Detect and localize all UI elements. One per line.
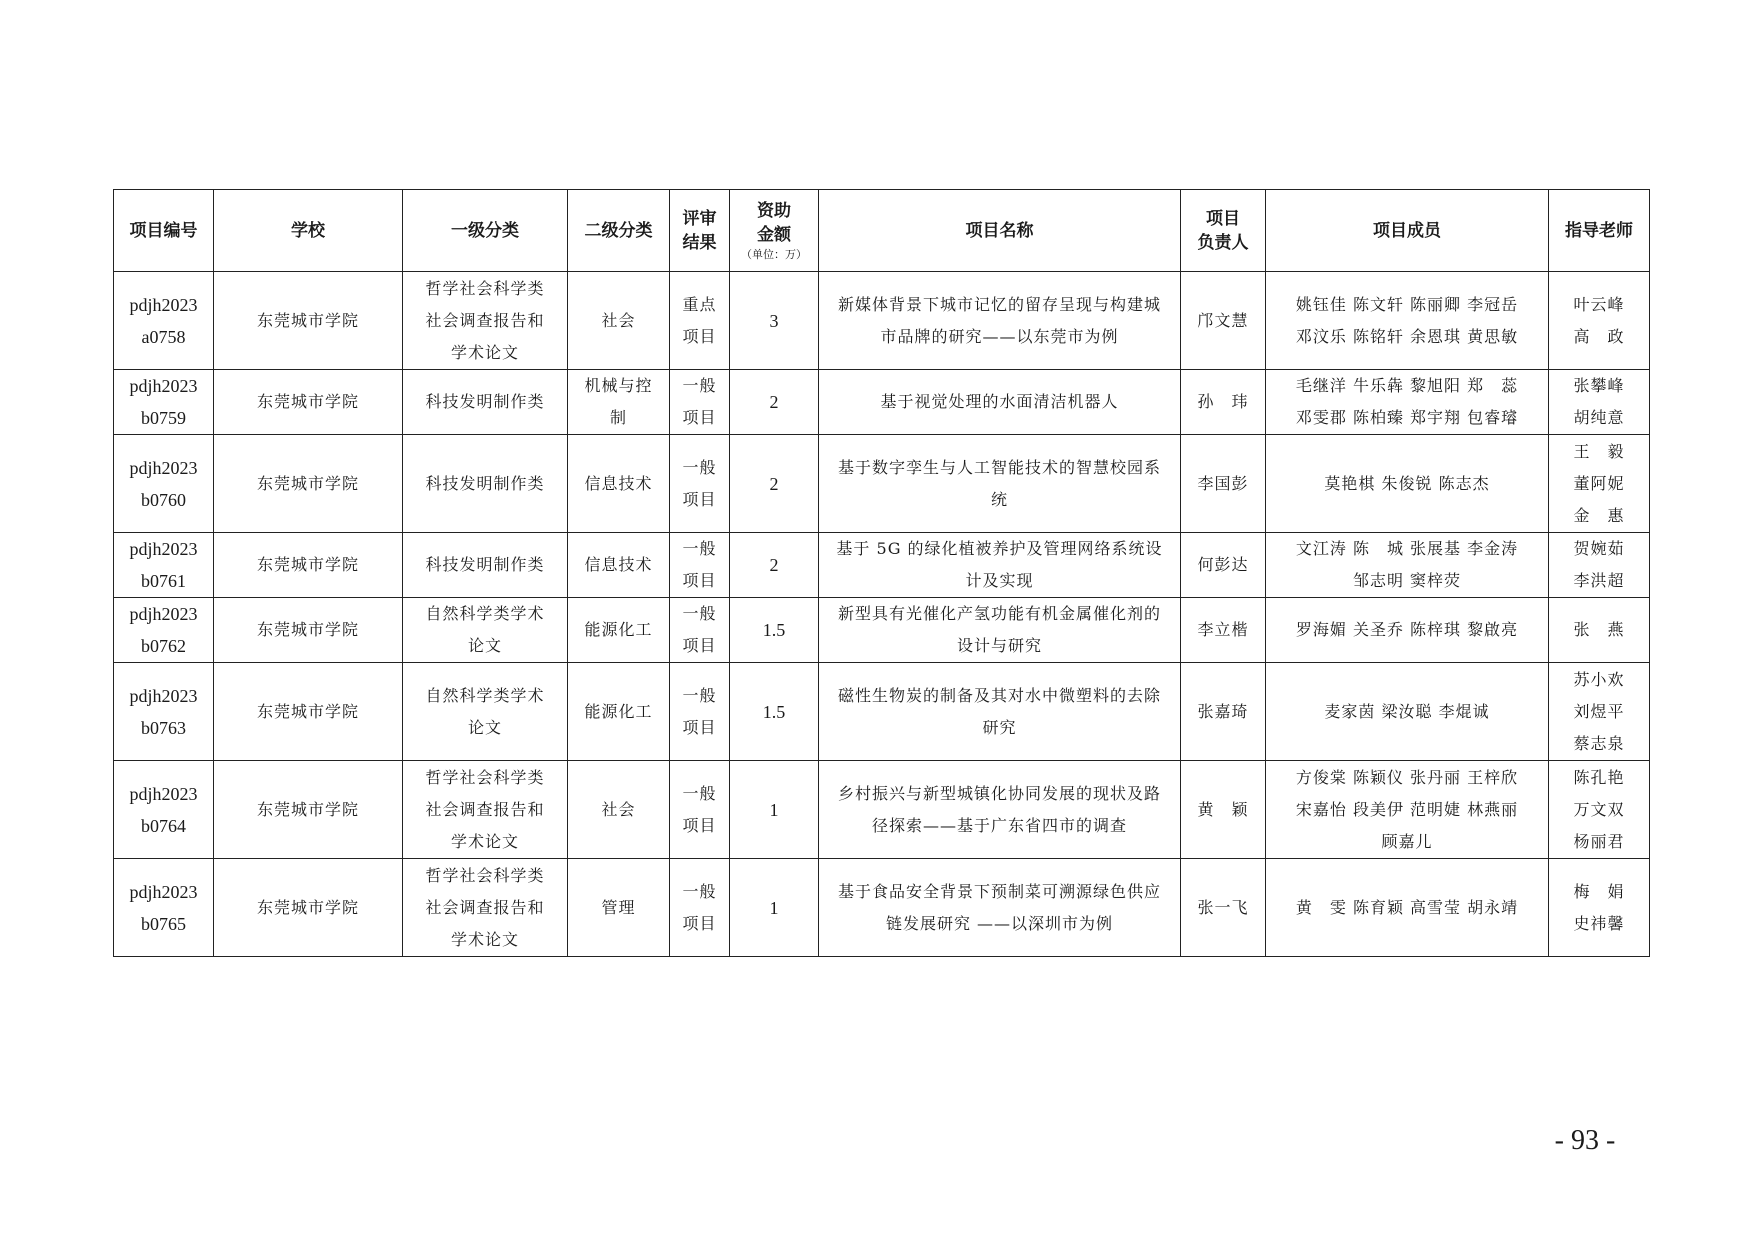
category1-line-3: 学术论文 <box>450 342 519 362</box>
result-line-1: 一般 <box>682 457 717 477</box>
leader-text: 张嘉琦 <box>1197 701 1249 721</box>
category1-line-2: 社会调查报告和 <box>425 799 545 819</box>
cell-code <box>114 663 214 761</box>
advisors-line-2: 胡纯意 <box>1573 408 1625 427</box>
result-line-1: 一般 <box>682 783 717 803</box>
cell-category1 <box>403 370 568 435</box>
cell-category2 <box>568 663 670 761</box>
code-line-1: pdjh2023 <box>129 783 198 804</box>
members-line-1: 文江涛 陈 城 张展基 李金涛 <box>1295 539 1519 558</box>
cell-category1 <box>403 761 568 859</box>
amount-text: 1 <box>769 799 779 820</box>
cell-category2 <box>568 435 670 533</box>
cell-code <box>114 859 214 957</box>
cell-result <box>670 272 730 370</box>
name-text: 磁性生物炭的制备及其对水中微塑料的去除研究 <box>837 685 1161 737</box>
cell-advisors <box>1549 859 1650 957</box>
category2-line-1: 信息技术 <box>584 555 653 574</box>
members-line-2: 邹志明 窦梓荧 <box>1352 571 1462 590</box>
school-text: 东莞城市学院 <box>256 897 359 917</box>
advisors-line-1: 叶云峰 <box>1573 294 1625 314</box>
code-line-1: pdjh2023 <box>129 881 198 902</box>
cell-leader <box>1181 761 1266 859</box>
category2-line-2: 制 <box>609 408 627 427</box>
cell-school <box>214 663 403 761</box>
header-amount <box>730 190 819 272</box>
cell-advisors <box>1549 272 1650 370</box>
advisors-line-1: 贺婉茹 <box>1573 539 1625 558</box>
cell-leader <box>1181 435 1266 533</box>
header-name <box>819 190 1181 272</box>
cell-members <box>1266 533 1549 598</box>
name-text: 基于数字孪生与人工智能技术的智慧校园系统 <box>837 457 1161 509</box>
advisors-line-1: 陈孔艳 <box>1573 767 1625 787</box>
cell-category1 <box>403 859 568 957</box>
category2-line-1: 机械与控 <box>584 376 653 395</box>
code-line-2: b0759 <box>141 408 186 428</box>
school-text: 东莞城市学院 <box>256 392 359 411</box>
code-line-2: b0762 <box>141 636 186 656</box>
code-line-1: pdjh2023 <box>129 457 198 478</box>
cell-advisors <box>1549 370 1650 435</box>
name-text: 基于食品安全背景下预制菜可溯源绿色供应链发展研究 ——以深圳市为例 <box>837 881 1161 933</box>
advisors-line-1: 王 毅 <box>1573 441 1625 461</box>
amount-text: 1.5 <box>762 701 786 722</box>
cell-result <box>670 435 730 533</box>
result-line-2: 项目 <box>682 326 717 346</box>
cell-amount <box>730 761 819 859</box>
cell-name <box>819 435 1181 533</box>
header-category1 <box>403 190 568 272</box>
cell-category1 <box>403 533 568 598</box>
header-members-label: 项目成员 <box>1373 220 1441 241</box>
code-line-1: pdjh2023 <box>129 294 198 315</box>
table-body <box>114 272 1650 957</box>
header-leader-line1: 项目 <box>1206 208 1240 229</box>
code-line-1: pdjh2023 <box>129 604 198 624</box>
category2-line-1: 管理 <box>601 897 636 917</box>
cell-school <box>214 598 403 663</box>
cell-amount <box>730 272 819 370</box>
members-line-1: 莫艳棋 朱俊锐 陈志杰 <box>1324 473 1490 493</box>
cell-leader <box>1181 859 1266 957</box>
cell-name <box>819 663 1181 761</box>
amount-text: 1.5 <box>762 620 786 640</box>
cell-name <box>819 533 1181 598</box>
category1-line-1: 科技发明制作类 <box>425 555 545 574</box>
page-number: - 93 - <box>1554 1125 1616 1156</box>
cell-result <box>670 598 730 663</box>
header-advisors <box>1549 190 1650 272</box>
cell-name <box>819 598 1181 663</box>
cell-category1 <box>403 598 568 663</box>
code-line-2: b0760 <box>141 489 186 510</box>
cell-amount <box>730 435 819 533</box>
cell-result <box>670 859 730 957</box>
advisors-line-3: 杨丽君 <box>1573 831 1625 851</box>
cell-category1 <box>403 663 568 761</box>
category1-line-1: 科技发明制作类 <box>425 392 545 411</box>
name-text: 新型具有光催化产氢功能有机金属催化剂的设计与研究 <box>837 604 1161 655</box>
cell-advisors <box>1549 435 1650 533</box>
table-row <box>114 859 1650 957</box>
leader-text: 李立楷 <box>1197 620 1249 639</box>
category1-line-1: 科技发明制作类 <box>425 473 545 493</box>
code-line-1: pdjh2023 <box>129 685 198 706</box>
leader-text: 李国彭 <box>1197 473 1249 493</box>
leader-text: 何彭达 <box>1197 555 1249 574</box>
name-text: 基于 5G 的绿化植被养护及管理网络系统设计及实现 <box>836 539 1163 590</box>
category1-line-2: 论文 <box>467 717 502 737</box>
category2-line-1: 社会 <box>601 310 636 330</box>
amount-text: 1 <box>769 897 779 918</box>
leader-text: 孙 玮 <box>1197 392 1249 411</box>
advisors-line-2: 高 政 <box>1573 326 1625 346</box>
amount-text: 2 <box>769 555 779 575</box>
cell-school <box>214 435 403 533</box>
cell-category2 <box>568 859 670 957</box>
cell-amount <box>730 370 819 435</box>
result-line-2: 项目 <box>682 815 717 835</box>
category1-line-3: 学术论文 <box>450 929 519 949</box>
cell-members <box>1266 761 1549 859</box>
header-leader-line2: 负责人 <box>1197 232 1249 253</box>
category1-line-1: 哲学社会科学类 <box>425 278 545 298</box>
result-line-1: 一般 <box>682 685 717 705</box>
project-table <box>113 189 1650 957</box>
amount-text: 2 <box>769 473 779 494</box>
cell-category2 <box>568 761 670 859</box>
header-category1-label: 一级分类 <box>451 220 519 241</box>
result-line-1: 一般 <box>682 376 717 395</box>
cell-school <box>214 533 403 598</box>
members-line-2: 邓雯郡 陈柏臻 郑宇翔 包睿璿 <box>1295 408 1519 427</box>
header-school <box>214 190 403 272</box>
cell-leader <box>1181 663 1266 761</box>
cell-code <box>114 761 214 859</box>
cell-code <box>114 598 214 663</box>
cell-category2 <box>568 598 670 663</box>
header-category2-label: 二级分类 <box>584 220 653 241</box>
advisors-line-1: 梅 娟 <box>1573 881 1625 901</box>
advisors-line-2: 刘煜平 <box>1573 701 1625 721</box>
result-line-1: 一般 <box>682 604 717 623</box>
cell-leader <box>1181 370 1266 435</box>
result-line-2: 项目 <box>682 913 717 933</box>
category1-line-2: 社会调查报告和 <box>425 310 545 330</box>
cell-code <box>114 435 214 533</box>
advisors-line-2: 万文双 <box>1573 799 1625 819</box>
cell-advisors <box>1549 663 1650 761</box>
category2-line-1: 能源化工 <box>584 620 653 639</box>
header-name-label: 项目名称 <box>965 220 1034 241</box>
table-row <box>114 761 1650 859</box>
table-row <box>114 370 1650 435</box>
cell-amount <box>730 533 819 598</box>
advisors-line-2: 史祎馨 <box>1573 913 1625 933</box>
category1-line-2: 论文 <box>467 636 502 655</box>
school-text: 东莞城市学院 <box>256 473 359 493</box>
header-advisors-label: 指导老师 <box>1565 220 1633 241</box>
members-line-1: 罗海媚 关圣乔 陈梓琪 黎啟亮 <box>1295 620 1519 639</box>
cell-name <box>819 761 1181 859</box>
table-row <box>114 598 1650 663</box>
members-line-2: 邓汶乐 陈铭轩 余恩琪 黄思敏 <box>1295 326 1519 346</box>
header-result-line1: 评审 <box>682 208 717 229</box>
amount-text: 3 <box>769 310 779 331</box>
cell-members <box>1266 859 1549 957</box>
cell-code <box>114 370 214 435</box>
code-line-2: b0761 <box>141 571 186 591</box>
amount-text: 2 <box>769 392 779 412</box>
advisors-line-1: 张攀峰 <box>1573 376 1625 395</box>
cell-school <box>214 370 403 435</box>
cell-members <box>1266 663 1549 761</box>
cell-leader <box>1181 533 1266 598</box>
category1-line-3: 学术论文 <box>450 831 519 851</box>
members-line-3: 顾嘉儿 <box>1381 831 1433 851</box>
school-text: 东莞城市学院 <box>256 310 359 330</box>
school-text: 东莞城市学院 <box>256 555 359 574</box>
members-line-1: 毛继洋 牛乐犇 黎旭阳 郑 蕊 <box>1295 376 1519 395</box>
result-line-2: 项目 <box>682 636 717 655</box>
category2-line-1: 社会 <box>601 799 636 819</box>
cell-amount <box>730 859 819 957</box>
category1-line-1: 自然科学类学术 <box>425 604 545 623</box>
table-row <box>114 435 1650 533</box>
code-line-2: b0764 <box>141 815 186 836</box>
cell-category2 <box>568 272 670 370</box>
result-line-1: 一般 <box>682 539 717 558</box>
category1-line-1: 哲学社会科学类 <box>425 865 545 885</box>
header-amount-unit: （单位：万） <box>741 247 807 261</box>
advisors-line-3: 蔡志泉 <box>1573 733 1625 753</box>
cell-name <box>819 272 1181 370</box>
header-category2 <box>568 190 670 272</box>
header-amount-line2: 金额 <box>757 224 791 245</box>
cell-advisors <box>1549 761 1650 859</box>
result-line-1: 一般 <box>682 881 717 901</box>
header-result <box>670 190 730 272</box>
code-line-1: pdjh2023 <box>129 539 198 559</box>
members-line-1: 姚钰佳 陈文轩 陈丽卿 李冠岳 <box>1295 294 1519 314</box>
leader-text: 张一飞 <box>1197 897 1249 917</box>
name-text: 新媒体背景下城市记忆的留存呈现与构建城市品牌的研究——以东莞市为例 <box>837 294 1161 346</box>
cell-leader <box>1181 598 1266 663</box>
members-line-2: 宋嘉怡 段美伊 范明婕 林燕丽 <box>1295 799 1519 819</box>
advisors-line-2: 董阿妮 <box>1573 473 1625 493</box>
category1-line-1: 自然科学类学术 <box>425 685 545 705</box>
code-line-2: a0758 <box>141 326 186 347</box>
cell-category1 <box>403 272 568 370</box>
cell-name <box>819 370 1181 435</box>
cell-school <box>214 761 403 859</box>
advisors-line-3: 金 惠 <box>1573 505 1625 525</box>
header-code-label: 项目编号 <box>129 220 198 241</box>
header-leader <box>1181 190 1266 272</box>
header-school-label: 学校 <box>291 220 325 241</box>
cell-leader <box>1181 272 1266 370</box>
school-text: 东莞城市学院 <box>256 620 359 639</box>
advisors-line-1: 张 燕 <box>1573 620 1625 639</box>
cell-advisors <box>1549 533 1650 598</box>
school-text: 东莞城市学院 <box>256 799 359 819</box>
cell-result <box>670 663 730 761</box>
cell-school <box>214 272 403 370</box>
result-line-2: 项目 <box>682 571 717 590</box>
category2-line-1: 能源化工 <box>584 701 653 721</box>
cell-category2 <box>568 533 670 598</box>
school-text: 东莞城市学院 <box>256 701 359 721</box>
cell-members <box>1266 598 1549 663</box>
header-code <box>114 190 214 272</box>
cell-category1 <box>403 435 568 533</box>
table-row <box>114 663 1650 761</box>
table-row <box>114 533 1650 598</box>
cell-code <box>114 533 214 598</box>
members-line-1: 黄 雯 陈育颖 高雪莹 胡永靖 <box>1295 897 1519 917</box>
category1-line-1: 哲学社会科学类 <box>425 767 545 787</box>
result-line-2: 项目 <box>682 717 717 737</box>
result-line-2: 项目 <box>682 408 717 427</box>
code-line-2: b0763 <box>141 717 186 738</box>
code-line-2: b0765 <box>141 913 186 934</box>
header-row <box>114 190 1650 272</box>
table-row <box>114 272 1650 370</box>
cell-result <box>670 761 730 859</box>
advisors-line-1: 苏小欢 <box>1573 669 1625 689</box>
name-text: 基于视觉处理的水面清洁机器人 <box>880 392 1119 411</box>
leader-text: 黄 颖 <box>1197 799 1249 819</box>
members-line-1: 麦家茵 梁汝聪 李焜诚 <box>1324 701 1490 721</box>
leader-text: 邝文慧 <box>1197 310 1249 330</box>
cell-members <box>1266 272 1549 370</box>
category1-line-2: 社会调查报告和 <box>425 897 545 917</box>
code-line-1: pdjh2023 <box>129 376 198 396</box>
cell-school <box>214 859 403 957</box>
cell-name <box>819 859 1181 957</box>
cell-result <box>670 533 730 598</box>
result-line-1: 重点 <box>682 294 717 314</box>
header-members <box>1266 190 1549 272</box>
cell-amount <box>730 598 819 663</box>
cell-category2 <box>568 370 670 435</box>
cell-amount <box>730 663 819 761</box>
cell-code <box>114 272 214 370</box>
advisors-line-2: 李洪超 <box>1573 571 1625 590</box>
cell-members <box>1266 435 1549 533</box>
name-text: 乡村振兴与新型城镇化协同发展的现状及路径探索——基于广东省四市的调查 <box>837 783 1161 835</box>
header-result-line2: 结果 <box>682 232 717 253</box>
cell-advisors <box>1549 598 1650 663</box>
cell-result <box>670 370 730 435</box>
result-line-2: 项目 <box>682 489 717 509</box>
category2-line-1: 信息技术 <box>584 473 653 493</box>
header-amount-line1: 资助 <box>757 200 791 221</box>
members-line-1: 方俊棠 陈颖仪 张丹丽 王梓欣 <box>1295 767 1519 787</box>
cell-members <box>1266 370 1549 435</box>
